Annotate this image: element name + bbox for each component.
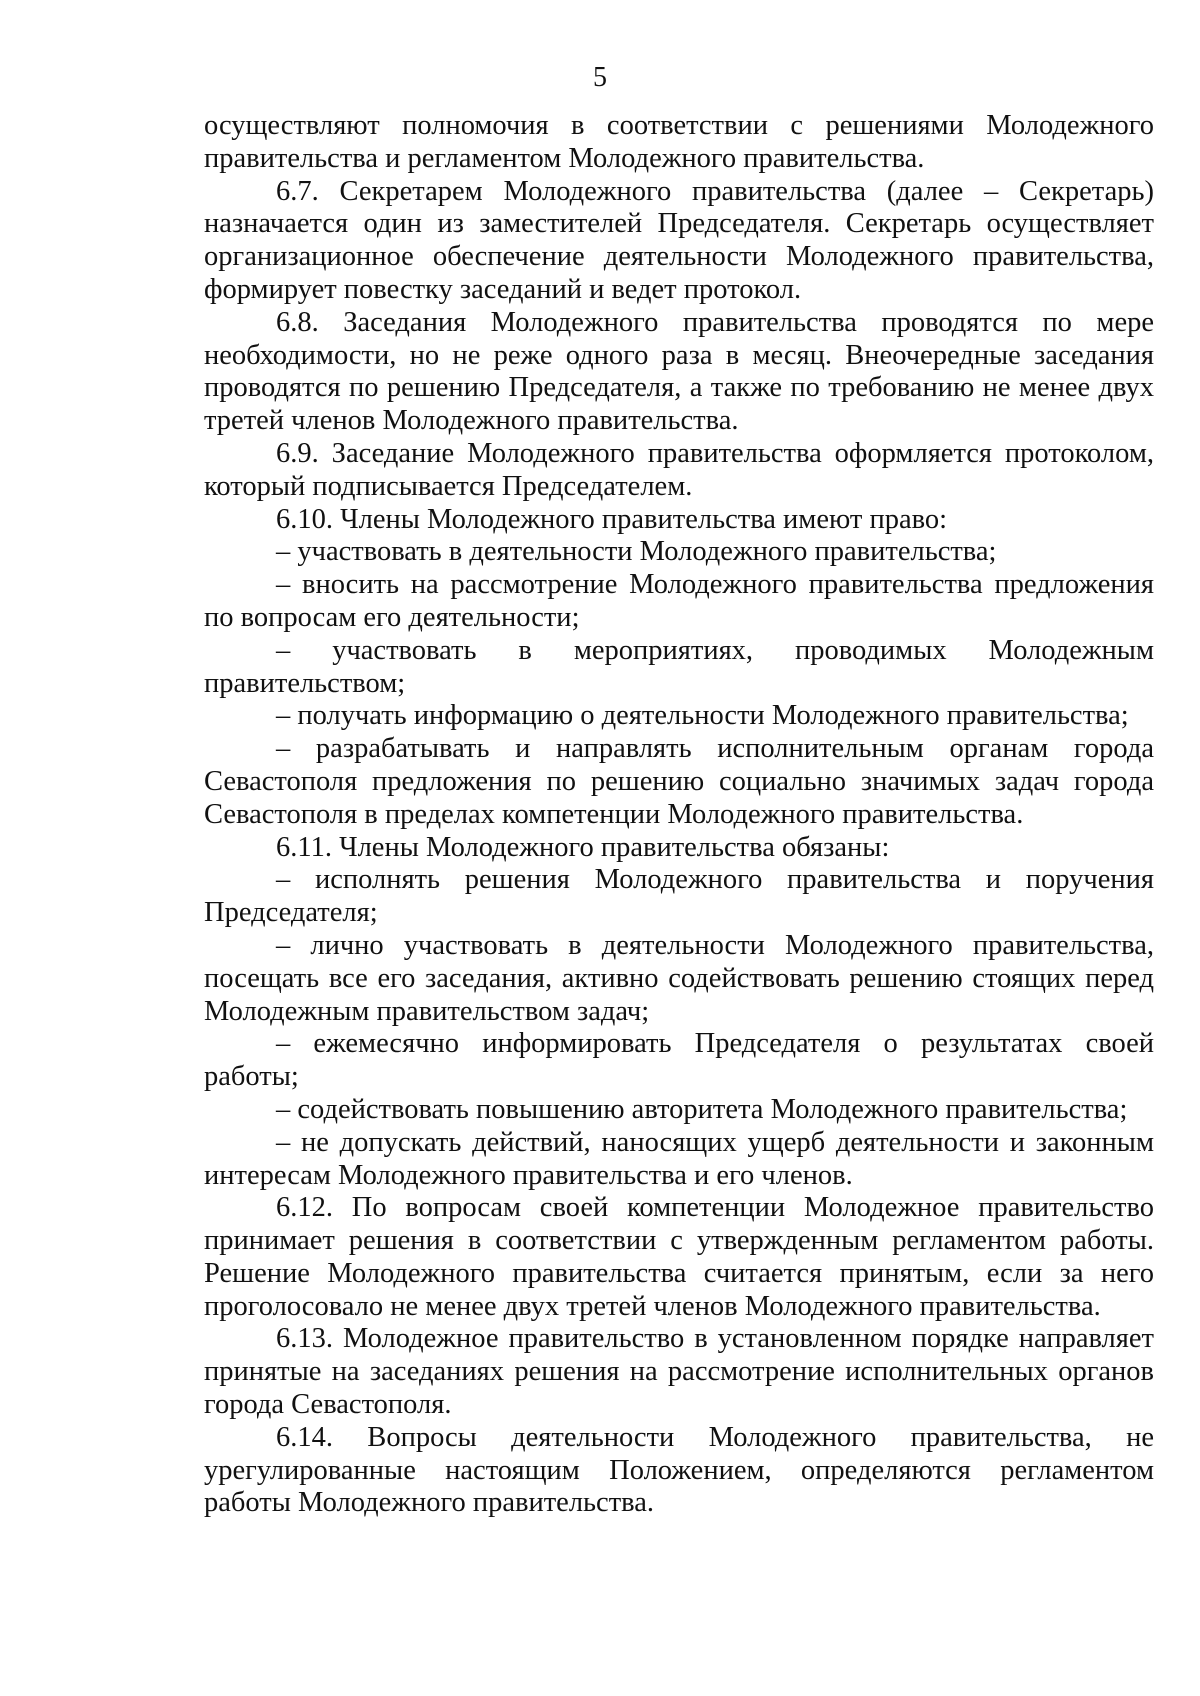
paragraph-6-13: 6.13. Молодежное правительство в установленном порядке направляет принятые на заседаниях решения на рассмотрение исполнительных органов города Севастополя. bbox=[204, 1323, 1154, 1421]
list-item-duties-1: – исполнять решения Молодежного правительства и поручения Председателя; bbox=[204, 864, 1154, 929]
paragraph-6-10: 6.10. Члены Молодежного правительства имеют право: bbox=[276, 503, 948, 535]
paragraph-6-9: 6.9. Заседание Молодежного правительства оформляется протоколом, который подписывается Председателем. bbox=[204, 437, 1154, 502]
paragraph-6-8: 6.8. Заседания Молодежного правительства проводятся по мере необходимости, но не реже одного раза в месяц. Внеочередные заседания проводятся по решению Председателя, а также по требованию не менее двух третей членов Молодежного правительства. bbox=[204, 306, 1154, 437]
list-item-rights-4: – получать информацию о деятельности Молодежного правительства; bbox=[276, 700, 1129, 732]
paragraph-continuation: осуществляют полномочия в соответствии с решениями Молодежного правительства и регламентом Молодежного правительства. bbox=[204, 110, 1154, 174]
paragraph-6-11: 6.11. Члены Молодежного правительства обязаны: bbox=[276, 831, 890, 863]
paragraph-6-14: 6.14. Вопросы деятельности Молодежного правительства, не урегулированные настоящим Положением, определяются регламентом работы Молодежного правительства. bbox=[204, 1421, 1154, 1519]
list-item-duties-4: – содействовать повышению авторитета Молодежного правительства; bbox=[276, 1093, 1128, 1125]
page-number: 5 bbox=[593, 62, 607, 93]
list-item-duties-2: – лично участвовать в деятельности Молодежного правительства, посещать все его заседания, активно содействовать решению стоящих перед Молодежным правительством задач; bbox=[204, 929, 1154, 1027]
paragraph-6-7: 6.7. Секретарем Молодежного правительства (далее – Секретарь) назначается один из заместителей Председателя. Секретарь осуществляет организационное обеспечение деятельности Молодежного правительства, формирует повестку заседаний и ведет протокол. bbox=[204, 175, 1154, 305]
document-body bbox=[204, 110, 1154, 1520]
list-item-rights-3: – участвовать в мероприятиях, проводимых Молодежным правительством; bbox=[204, 634, 1154, 699]
list-item-rights-5: – разрабатывать и направлять исполнительным органам города Севастополя предложения по решению социально значимых задач города Севастополя в пределах компетенции Молодежного правительства. bbox=[204, 733, 1154, 830]
list-item-duties-3: – ежемесячно информировать Председателя о результатах своей работы; bbox=[204, 1028, 1154, 1093]
list-item-rights-1: – участвовать в деятельности Молодежного правительства; bbox=[276, 536, 997, 568]
list-item-rights-2: – вносить на рассмотрение Молодежного правительства предложения по вопросам его деятельности; bbox=[204, 569, 1154, 633]
list-item-duties-5: – не допускать действий, наносящих ущерб деятельности и законным интересам Молодежного правительства и его членов. bbox=[204, 1126, 1154, 1191]
paragraph-6-12: 6.12. По вопросам своей компетенции Молодежное правительство принимает решения в соответствии с утвержденным регламентом работы. Решение Молодежного правительства считается принятым, если за него проголосовало не менее двух третей членов Молодежного правительства. bbox=[204, 1192, 1154, 1322]
